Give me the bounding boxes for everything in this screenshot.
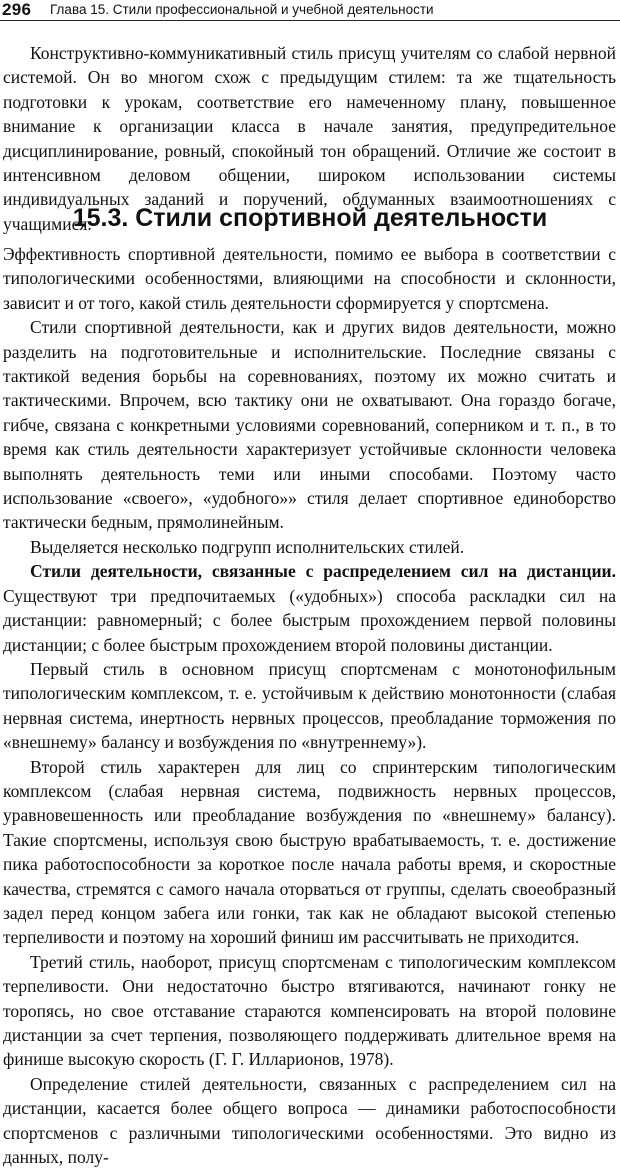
- chapter-title: Глава 15. Стили профессиональной и учебной деятельности: [50, 2, 434, 17]
- section-body: [3, 242, 616, 1169]
- body-paragraph: Второй стиль характерен для лиц со спринтерским типологическим комплексом (слабая нервная система, подвижность нервных процессов, уравновешенность или преобладание возбуждения по «внешнему» балансу). Такие спортсмены, используя свою быструю врабатываемость, т. е. достижение пика работоспособности за короткое после начала работы время, и скоростные качества, стремятся с самого начала оторваться от группы, сделать своеобразный задел перед концом забега или гонки, так как не обладают высокой степенью терпеливости и поэтому на хороший финиш им рассчитывать не приходится.: [3, 756, 616, 948]
- section-heading: 15.3. Стили спортивной деятельности: [72, 204, 548, 232]
- body-paragraph: Эффективность спортивной деятельности, помимо ее выбора в соответствии с типологическими особенностями, влияющими на способности и склонности, зависит и от того, какой стиль деятельности сформируется у спортсмена.: [3, 244, 616, 313]
- body-paragraph: Стили спортивной деятельности, как и других видов деятельности, можно разделить на подготовительные и исполнительские. Последние связаны с тактикой ведения борьбы на соревнованиях, поэтому их можно считать и тактическими. Впрочем, всю тактику они не охватывают. Она гораздо богаче, гибче, связана с конкретными условиями соревнований, соперником и т. п., в то время как стиль деятельности характеризует устойчивые склонности человека выполнять деятельность теми или иными способами. Поэтому часто использование «своего», «удобного»» стиля делает спортивное единоборство тактически бедным, прямолинейным.: [3, 317, 616, 533]
- run-in-text: Существуют три предпочитаемых («удобных») способа раскладки сил на дистанции: равномерный; с более быстрым прохождением первой половины дистанции; с более быстрым прохождением второй половины дистанции.: [3, 585, 616, 655]
- page-number: 296: [2, 0, 32, 19]
- run-in-heading: Стили деятельности, связанные с распределением сил на дистанции.: [30, 561, 616, 582]
- intro-paragraph: Конструктивно-коммуникативный стиль присущ учителям со слабой нервной системой. Он во многом схож с предыдущим стилем: та же тщательность подготовки к урокам, соответствие его намеченному плану, повышенное внимание к организации класса в начале занятия, предупредительное дисциплинирование, ровный, спокойный тон обращений. Отличие же состоит в интенсивном деловом общении, широком использовании системы индивидуальных заданий и поручений, обдуманных взаимоотношениях с учащимися.: [3, 43, 616, 234]
- subsection-paragraph: [3, 559, 616, 657]
- running-head: [0, 0, 620, 22]
- body-paragraph: Выделяется несколько подгрупп исполнительских стилей.: [30, 536, 465, 557]
- body-paragraph: Третий стиль, наоборот, присущ спортсменам с типологическим комплексом терпеливости. Они недостаточно быстро втягиваются, начинают гонку не торопясь, но свое отставание стараются компенсировать на второй половине дистанции за счет терпения, позволяющего поддерживать длительное время на финише высокую скорость (Г. Г. Илларионов, 1978).: [3, 951, 616, 1070]
- body-paragraph: Определение стилей деятельности, связанных с распределением сил на дистанции, касается более общего вопроса — динамики работоспособности спортсменов с различными типологическими особенностями. Это видно из данных, полу-: [3, 1073, 616, 1168]
- body-paragraph: Первый стиль в основном присущ спортсменам с монотонофильным типологическим комплексом, т. е. устойчивым к действию монотонности (слабая нервная система, инертность нервных процессов, преобладание торможения по «внешнему» балансу и возбуждения по «внутреннему»).: [3, 658, 616, 753]
- header-rule: [0, 20, 620, 21]
